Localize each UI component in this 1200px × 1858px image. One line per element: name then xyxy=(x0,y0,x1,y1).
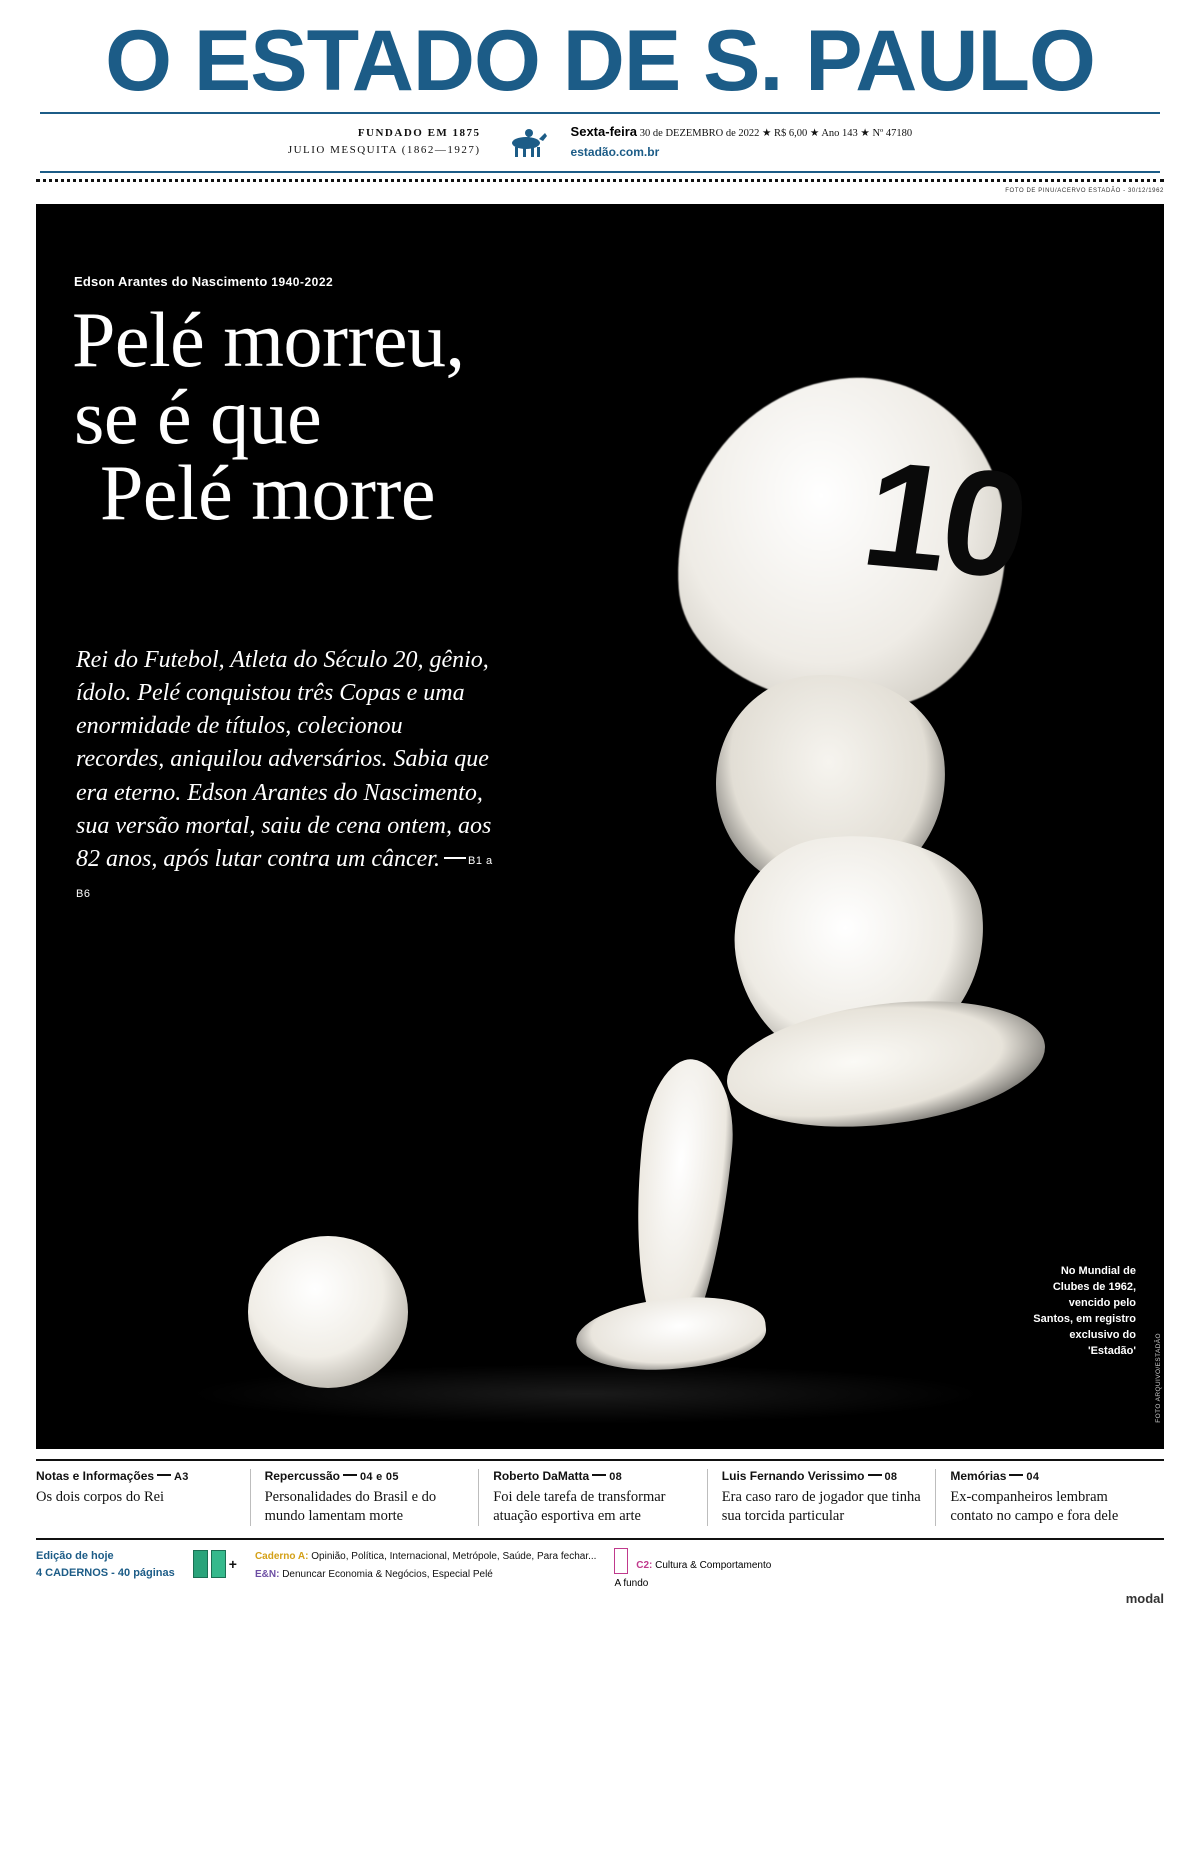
teaser-text: Ex-companheiros lembram contato no campo e fora dele xyxy=(950,1489,1119,1524)
teaser-text: Era caso raro de jogador que tinha sua torcida particular xyxy=(721,1489,921,1524)
standfirst-text: Rei do Futebol, Atleta do Século 20, gênio, ídolo. Pelé conquistou três Copas e uma enormidade de títulos, colecionou recordes, aniquilou adversários. Sabia que era eterno. Edson Arantes do Nascimento, sua versão mortal, saiu de cena ontem, aos 82 anos, após lutar contra um câncer. xyxy=(76,647,492,872)
teaser-pages: 04 e 05 xyxy=(359,1471,399,1484)
teaser-pages: 04 xyxy=(1026,1471,1040,1484)
teaser-dash xyxy=(868,1474,882,1476)
teaser-head xyxy=(265,1469,465,1483)
teaser-head xyxy=(950,1469,1150,1483)
masthead xyxy=(0,0,1200,173)
masthead-title: O ESTADO DE S. PAULO xyxy=(105,13,1095,109)
teaser-title: Roberto DaMatta xyxy=(493,1469,590,1484)
photo-ground-shadow xyxy=(186,1364,986,1424)
section-text-a: Opinião, Política, Internacional, Metrópole, Saúde, Para fechar... xyxy=(311,1550,597,1562)
plus-icon: + xyxy=(228,1555,237,1572)
teaser-head xyxy=(722,1469,922,1483)
magazine-text: Cultura & Comportamento xyxy=(655,1559,772,1571)
website-link[interactable]: estadão.com.br xyxy=(570,144,660,159)
hero-kicker xyxy=(74,274,333,289)
dotted-divider xyxy=(36,179,1164,195)
book-icon xyxy=(193,1550,208,1578)
magazine-subtext: A fundo xyxy=(614,1577,649,1589)
horse-rider-icon xyxy=(499,125,553,159)
founder-name: JULIO MESQUITA (1862—1927) xyxy=(287,143,481,156)
teaser-title: Repercussão xyxy=(264,1469,340,1484)
teaser-title: Notas e Informações xyxy=(36,1469,155,1484)
teaser-text: Os dois corpos do Rei xyxy=(36,1489,165,1506)
standfirst xyxy=(76,644,496,909)
kicker-name: Edson Arantes do Nascimento xyxy=(74,274,268,290)
headline-line-3: Pelé morre xyxy=(100,449,436,537)
headline-line-1: Pelé morreu, xyxy=(72,296,465,384)
headline-line-2: se é que xyxy=(74,372,322,460)
teaser-dash xyxy=(592,1474,606,1476)
teaser-pages: A3 xyxy=(174,1471,189,1484)
kicker-years: 1940-2022 xyxy=(271,275,334,290)
masthead-rule-bottom xyxy=(40,171,1160,173)
founded-info xyxy=(288,125,481,158)
issue-info xyxy=(571,122,913,161)
teaser-pages: 08 xyxy=(609,1471,623,1484)
edition-info xyxy=(36,1548,175,1583)
magazine-tag: C2: xyxy=(636,1559,653,1571)
photo-side-credit: FOTO ARQUIVO/ESTADÃO xyxy=(1155,1333,1162,1424)
teaser-title: Memórias xyxy=(950,1469,1007,1484)
page-ref-label: B1 a B6 xyxy=(76,854,493,900)
teaser-dash xyxy=(343,1474,357,1476)
section-text-en: Denuncar Economia & Negócios, Especial Pelé xyxy=(282,1568,493,1580)
section-tag-en: E&N: xyxy=(254,1568,280,1580)
section-line-a xyxy=(255,1548,596,1566)
edition-label: Edição de hoje xyxy=(36,1549,114,1562)
teaser-text: Personalidades do Brasil e do mundo lamentam morte xyxy=(264,1489,437,1524)
teaser-text: Foi dele tarefa de transformar atuação esportiva em arte xyxy=(493,1489,666,1524)
page-ref-dash xyxy=(444,857,466,859)
teaser-item[interactable] xyxy=(36,1469,250,1526)
teaser-dash xyxy=(1009,1474,1023,1476)
issue-weekday: Sexta-feira xyxy=(570,124,638,140)
section-tag-a: Caderno A: xyxy=(254,1550,309,1562)
masthead-rule-top xyxy=(40,112,1160,114)
teaser-head xyxy=(36,1469,236,1483)
brand-mark: modal xyxy=(1125,1590,1164,1606)
photo-credit-top: FOTO DE PINU/ACERVO ESTADÃO - 30/12/1962 xyxy=(1005,188,1164,195)
page-title xyxy=(72,296,465,537)
magazine-icon xyxy=(614,1548,628,1574)
hero-photo-block xyxy=(36,204,1164,1449)
masthead-meta xyxy=(0,122,1200,169)
teaser-head xyxy=(493,1469,693,1483)
edition-count: 4 CADERNOS - 40 páginas xyxy=(36,1567,175,1580)
magazine-info xyxy=(614,1548,771,1593)
teaser-item[interactable] xyxy=(250,1469,479,1526)
issue-date: 30 de DEZEMBRO de 2022 ★ R$ 6,00 ★ Ano 143 ★ Nº 47180 xyxy=(639,128,913,140)
teaser-pages: 08 xyxy=(884,1471,898,1484)
teaser-item[interactable] xyxy=(707,1469,936,1526)
teaser-item[interactable] xyxy=(935,1469,1164,1526)
teaser-title: Luis Fernando Verissimo xyxy=(721,1469,865,1484)
magazine-line xyxy=(614,1548,771,1575)
section-line-en xyxy=(255,1566,596,1584)
photo-caption: No Mundial de Clubes de 1962, vencido pelo Santos, em registro exclusivo do 'Estadão' xyxy=(1033,1265,1136,1357)
book-icon xyxy=(211,1550,226,1578)
section-list xyxy=(255,1548,596,1584)
teaser-item[interactable] xyxy=(478,1469,707,1526)
founded-year: FUNDADO EM 1875 xyxy=(357,127,481,140)
jersey-number: 10 xyxy=(853,429,1034,610)
footer-bar xyxy=(36,1538,1164,1606)
sections-icon xyxy=(193,1550,237,1578)
teaser-row xyxy=(36,1459,1164,1526)
teaser-dash xyxy=(157,1474,171,1476)
